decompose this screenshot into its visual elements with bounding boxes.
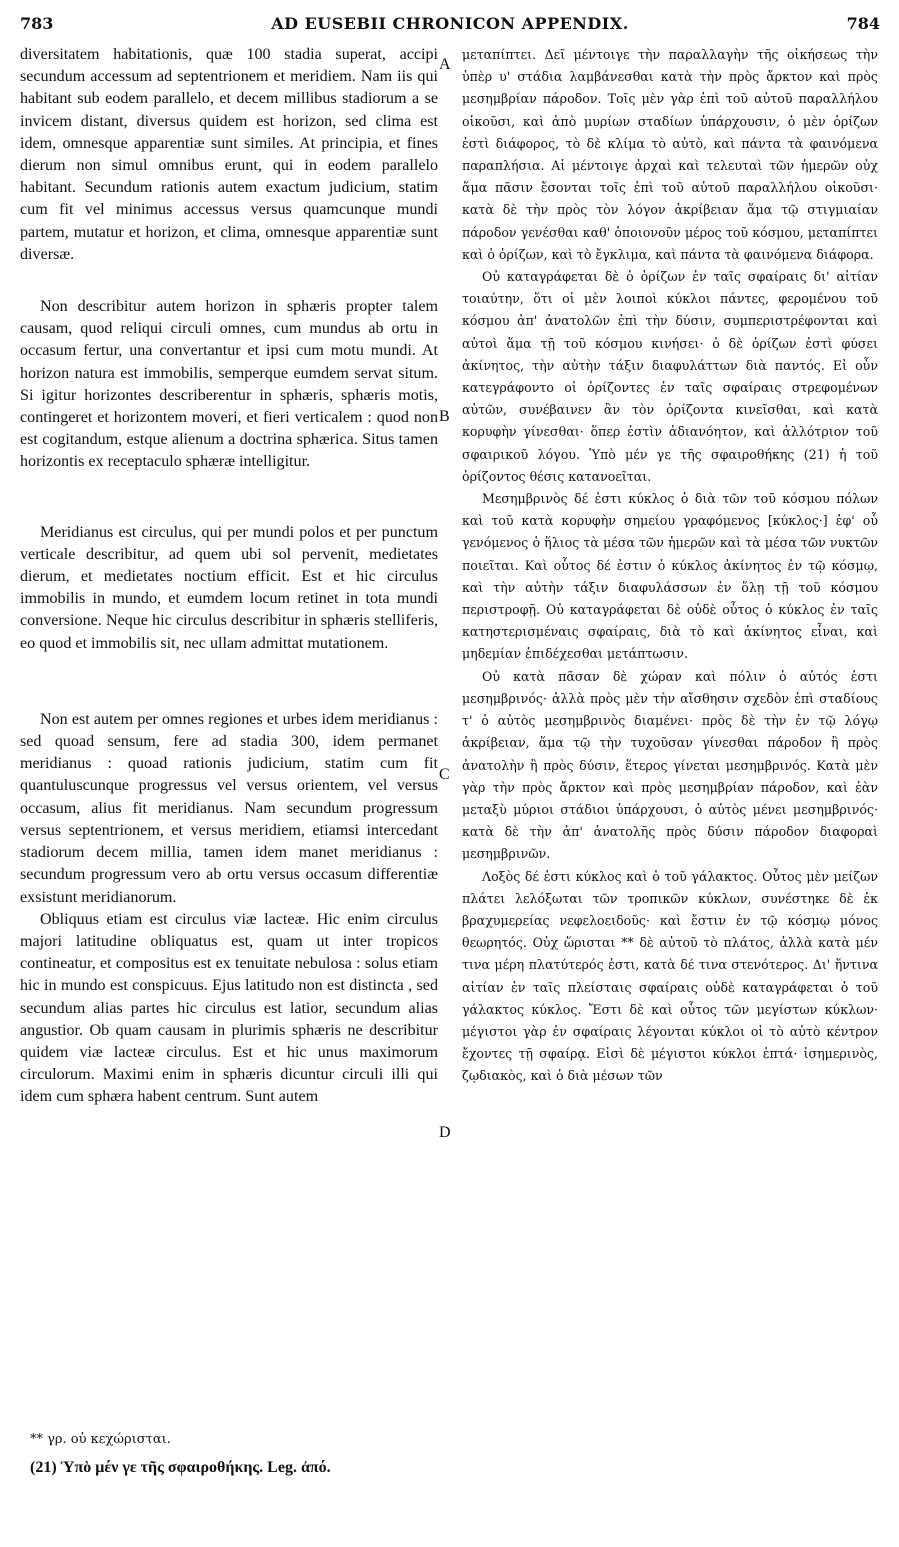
latin-paragraph-2: Non describitur autem horizon in sphæris propter talem causam, quod reliqui circuli omnes, cum mundus ab ortu in occasum fertur, una convertantur et ipsi cum motu mundi. At horizon natura est immobilis, semperque eumdem servat situm. Si igitur horizontes describerentur in sphæris, sphæris motis, contingeret et horizontem moveri, et fieri verticalem : quod non est cogitandum, estque alienum a doctrina sphærica. Situs tamen horizontis ex receptaculo sphæræ intelligitur. (20, 298, 438, 471)
running-title: AD EUSEBII CHRONICON APPENDIX. (271, 14, 629, 33)
page-number-left: 783 (20, 14, 54, 33)
footnote-21: (21) Ὑπὸ μέν γε τῆς σφαιροθήκης. Leg. ἀπό. (30, 1459, 331, 1476)
latin-paragraph-5: Obliquus etiam est circulus viæ lacteæ. Hic enim circulus majori latitudine obliquatus est, quam ut inter tropicos contineatur, et compositus est ex tenuitate nebulosa : solus etiam hic in mundo est conspicuus. Ejus latitudo non est distincta , sed secundum alias partes hic circulus est latior, secundum alias angustior. Ob quam causam in plurimis sphæris ne describitur quidem viæ lacteæ circulus. Est et hic unus maximorum circulorum. Maximi enim in sphæris dicuntur circuli illi qui idem cum sphæra habent centrum. Sunt autem (20, 910, 438, 1106)
running-header (20, 8, 880, 40)
section-marker-b: B (439, 408, 450, 425)
greek-paragraph-4: Οὐ κατὰ πᾶσαν δὲ χώραν καὶ πόλιν ὁ αὐτός ἐστι μεσημβρινός· ἀλλὰ πρὸς μὲν τὴν αἴσθησιν σχεδὸν ἐπὶ σταδίους τ' ὁ αὐτὸς μεσημβρινὸς διαμένει· πρὸς δὲ τὴν ἐν τῷ λόγῳ ἀκρίβειαν, ἅμα τῷ τὴν τυχοῦσαν γίνεσθαι πάροδον ἢ πρὸς ἀνατολὴν ἢ πρὸς δύσιν, ἕτερος γίνεται μεσημβρινός. Κατὰ μὲν γὰρ τὴν πρὸς ἄρκτον καὶ πρὸς μεσημβρίαν πάροδον, καὶ ἐὰν μεταξὺ μύριοι στάδιοι ὑπάρχουσι, ὁ αὐτὸς μένει μεσημβρινός· κατὰ δὲ τὴν ἀπ' ἀνατολῆς πρὸς δύσιν πάροδον διαφοραὶ μεσημβρινῶν. (462, 668, 878, 862)
greek-paragraph-2: Οὐ καταγράφεται δὲ ὁ ὁρίζων ἐν ταῖς σφαίραις δι' αἰτίαν τοιαύτην, ὅτι οἱ μὲν λοιποὶ κύκλοι πάντες, φερομένου τοῦ κόσμου ἀπ' ἀνατολῶν ἐπὶ τὴν δύσιν, συμπεριστρέφονται καὶ αὐτοὶ ἅμα τῇ τοῦ κόσμου κινήσει· ὁ δὲ ὁρίζων ἐστὶ φύσει ἀκίνητος, τὴν αὐτὴν τάξιν διαφυλάττων διὰ παντός. Εἰ οὖν κατεγράφοντο οἱ ὁρίζοντες ἐν ταῖς σφαίραις στρεφομένων αὐτῶν, συνέβαινεν ἂν τὸν ὁρίζοντα κινεῖσθαι, καὶ κατὰ κορυφὴν γίνεσθαι· ὅπερ ἐστὶν ἀδιανόητον, καὶ ἀλλότριον τοῦ σφαιρικοῦ λόγου. Ὑπὸ μέν γε τῆς σφαιροθήκης (21) ἡ τοῦ ὁρίζοντος θέσις κατανοεῖται. (462, 269, 878, 484)
greek-paragraph-5: Λοξὸς δέ ἐστι κύκλος καὶ ὁ τοῦ γάλακτος. Οὗτος μὲν μείζων πλάτει λελόξωται τῶν τροπικῶν κύκλων, συνέστηκε δὲ ἐκ βραχυμερείας νεφελοειδοῦς· καὶ ἔστιν ἐν τῷ κόσμῳ μόνος θεωρητός. Οὐχ ὥρισται ** δὲ αὐτοῦ τὸ πλάτος, ἀλλὰ κατὰ μέν τινα μέρη πλατύτερός ἐστι, κατὰ δέ τινα στενότερος. Δι' ἥντινα αἰτίαν ἐν ταῖς πλείσταις σφαίραις οὐδὲ καταγράφεται ὁ τοῦ γάλακτος κύκλος. Ἔστι δὲ καὶ οὗτος τῶν μεγίστων κύκλων· μέγιστοι γὰρ ἐν σφαίραις λέγονται κύκλοι οἱ τὸ αὐτὸ κέντρον ἔχοντες τῇ σφαίρᾳ. Εἰσὶ δὲ μέγιστοι κύκλοι ἑπτά· ἰσημερινὸς, ζῳδιακὸς, καὶ ὁ διὰ μέσων τῶν (462, 868, 878, 1084)
greek-column (462, 44, 878, 1088)
section-marker-d: D (439, 1124, 451, 1141)
section-marker-a: A (439, 56, 451, 73)
latin-column (20, 44, 438, 1109)
latin-paragraph-3: Meridianus est circulus, qui per mundi polos et per punctum verticale describitur, ad quem ubi sol pervenit, medietates dierum, et medietates noctium efficit. Est et hic circulus immobilis in mundo, et eumdem locum retinet in tota mundi conversione. Neque hic circulus describitur in sphæris stelliferis, eo quod et immobilis sit, nec ullam admittat mutationem. (20, 523, 438, 652)
footnote-variant: ** γρ. οὐ κεχώρισται. (30, 1432, 171, 1447)
page-number-right: 784 (846, 14, 880, 33)
greek-paragraph-1: μεταπίπτει. Δεῖ μέντοιγε τὴν παραλλαγὴν τῆς οἰκήσεως τὴν ὑπὲρ υ' στάδια λαμβάνεσθαι κατὰ τὴν πρὸς ἄρκτον καὶ πρὸς μεσημβρίαν πάροδον. Τοῖς μὲν γὰρ ἐπὶ τοῦ αὐτοῦ παραλλήλου οἰκοῦσι, καὶ ἀπὸ μυρίων σταδίων ὑπάρχουσιν, ὁ μὲν ὁρίζων ἐστὶ διάφορος, τὸ δὲ κλίμα τὸ αὐτὸ, καὶ πάντα τὰ φαινόμενα παραπλήσια. Αἱ μέντοιγε ἀρχαὶ καὶ τελευταὶ τῶν ἡμερῶν οὐχ ἅμα πᾶσιν ἔσονται τοῖς ἐπὶ τοῦ αὐτοῦ παραλλήλου οἰκοῦσι· κατὰ δὲ τὴν πρὸς τὸν λόγον ἀκρίβειαν ἅμα τῷ στιγμιαίαν πάροδον γενέσθαι καθ' ὁποιονοῦν μέρος τοῦ κόσμου, μεταπίπτει καὶ ὁ ὁρίζων, καὶ τὸ ἔγκλιμα, καὶ πάντα τὰ φαινόμενα διάφορα. (462, 47, 878, 262)
footnotes (30, 1432, 870, 1489)
latin-paragraph-4: Non est autem per omnes regiones et urbes idem meridianus : sed quoad sensum, fere ad stadia 300, idem permanet meridianus : quoad rationis judicium, statim cum fit quantuluscunque progressus vel versus orientem, vel versus occasum, alius fit meridianus. Nam secundum progressum versus septentrionem, et versus meridiem, etiamsi intercedant stadiorum decem millia, tamen idem manet meridianus : secundum progressum vero ab ortu versus occasum differentiæ exsistunt meridianorum. (20, 710, 438, 906)
latin-paragraph-1: diversitatem habitationis, quæ 100 stadia superat, accipi secundum accessum ad septentrionem et meridiem. Nam iis qui habitant sub eodem parallelo, et decem millibus stadiorum a se invicem distant, diversus quidem est horizon, sed clima est idem, omnesque apparentiæ sunt similes. At principia, et fines dierum non simul omnibus erunt, qui in eodem parallelo habitant. Secundum rationis autem exactum judicium, statim cum fit vel minimus accessus versus quamcunque mundi partem, mutatur et horizon, et clima, omnesque apparentiæ sunt diversæ. (20, 46, 438, 263)
section-marker-c: C (439, 766, 450, 783)
greek-paragraph-3: Μεσημβρινὸς δέ ἐστι κύκλος ὁ διὰ τῶν τοῦ κόσμου πόλων καὶ τοῦ κατὰ κορυφὴν σημείου γραφόμενος [κύκλος·] ἐφ' οὗ γενόμενος ὁ ἥλιος τὰ μέσα τῶν ἡμερῶν καὶ τὰ μέσα τῶν νυκτῶν ποιεῖται. Καὶ οὗτος δέ ἐστιν ὁ κύκλος ἀκίνητος ἐν τῷ κόσμῳ, καὶ τὴν αὐτὴν τάξιν διαφυλάσσων ἐν ὅλῃ τῇ τοῦ κόσμου περιστροφῇ. Οὐ καταγράφεται δὲ οὐδὲ οὗτος ὁ κύκλος ἐν ταῖς κατηστερισμέναις σφαίραις, διὰ τὸ καὶ ἀκίνητος εἶναι, καὶ μηδεμίαν ἐπιδέχεσθαι μετάπτωσιν. (462, 491, 878, 662)
